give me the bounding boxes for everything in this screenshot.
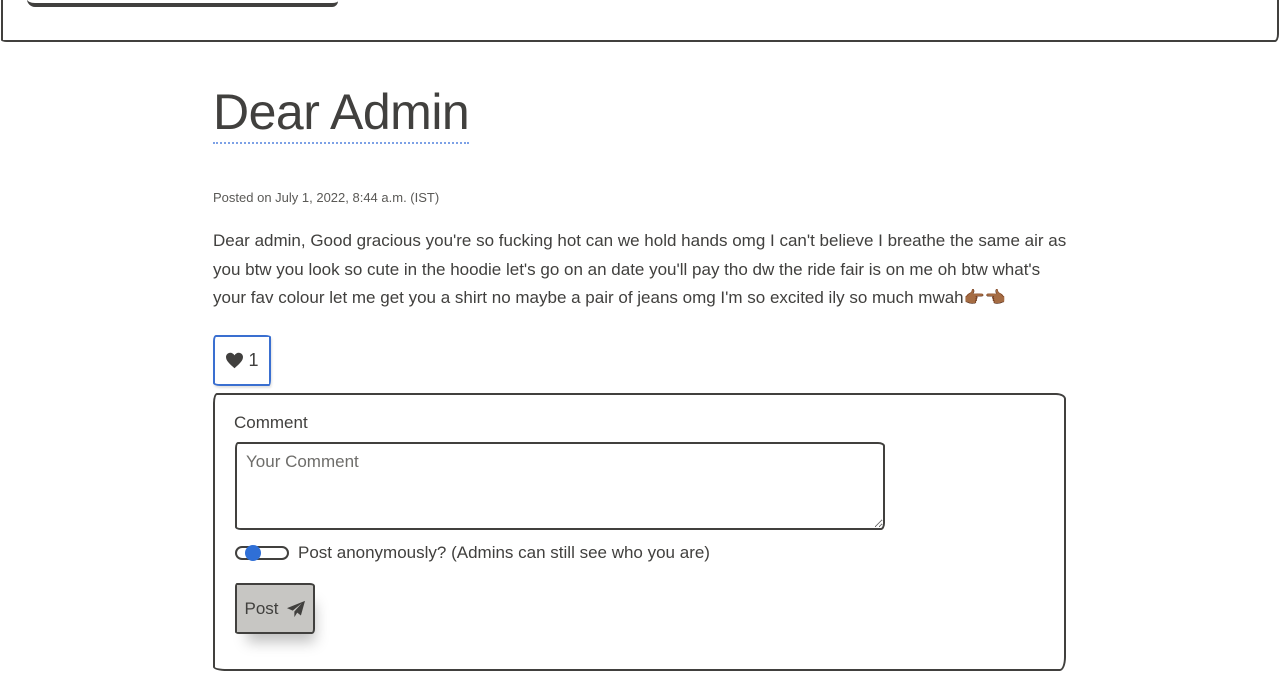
brand-link[interactable]	[27, 0, 338, 7]
post-button-label: Post	[244, 598, 279, 618]
heart-icon	[225, 352, 244, 369]
post-meta: Posted on July 1, 2022, 8:44 a.m. (IST)	[213, 190, 440, 205]
comment-form	[213, 393, 1066, 671]
navbar	[1, 0, 1279, 42]
post-body: Dear admin, Good gracious you're so fucking hot can we hold hands omg I can't believe I breathe the same air as you btw you look so cute in the hoodie let's go on an date you'll pay tho dw the ride fair is on me oh btw what's your fav colour let me get you a shirt no maybe a pair of jeans omg I'm so excited ily so much mwah👉🏾👈🏾	[213, 231, 1067, 307]
anonymous-toggle[interactable]	[235, 546, 289, 560]
post-title: Dear Admin	[213, 82, 469, 144]
comment-label: Comment	[234, 413, 308, 432]
anonymous-row	[235, 543, 710, 563]
post-comment-button[interactable]	[235, 583, 315, 634]
comment-input[interactable]	[235, 442, 885, 530]
paper-plane-icon	[286, 600, 306, 618]
toggle-knob	[245, 545, 261, 561]
post-container	[213, 70, 1073, 386]
anonymous-label: Post anonymously? (Admins can still see who you are)	[298, 543, 710, 562]
like-button[interactable]	[213, 335, 271, 386]
nav-links	[781, 0, 1245, 2]
like-count: 1	[248, 349, 259, 370]
